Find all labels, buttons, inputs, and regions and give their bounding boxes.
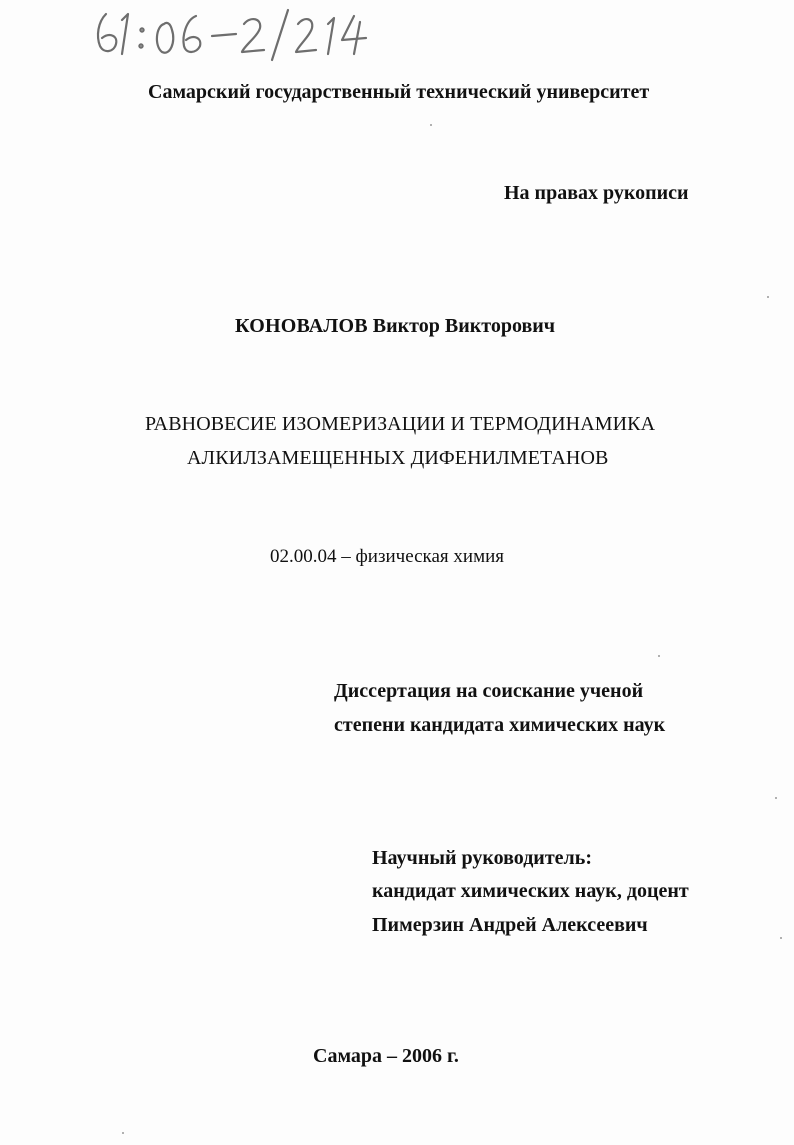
author-surname: КОНОВАЛОВ: [235, 315, 368, 337]
thesis-title-line-1: РАВНОВЕСИЕ ИЗОМЕРИЗАЦИИ И ТЕРМОДИНАМИКА: [145, 413, 656, 435]
dissertation-statement-line-1: Диссертация на соискание ученой: [334, 680, 644, 702]
specialty-code: 02.00.04 – физическая химия: [270, 546, 505, 567]
scan-speck: [767, 296, 769, 298]
advisor-label: Научный руководитель:: [372, 847, 592, 869]
city-and-year: Самара – 2006 г.: [313, 1045, 459, 1067]
scan-speck: [122, 1132, 124, 1134]
handwritten-number-drawing: [92, 2, 432, 62]
scan-speck: [780, 937, 782, 939]
author-given-names: Виктор Викторович: [372, 315, 556, 337]
author-name: [235, 314, 555, 338]
handwritten-archive-number: [92, 2, 432, 62]
scan-speck: [775, 797, 777, 799]
thesis-title-line-2: АЛКИЛЗАМЕЩЕННЫХ ДИФЕНИЛМЕТАНОВ: [187, 447, 609, 469]
scan-speck: [658, 655, 660, 657]
advisor-degree: кандидат химических наук, доцент: [372, 880, 689, 902]
university-name: Самарский государственный технический университет: [148, 81, 650, 103]
advisor-name: Пимерзин Андрей Алексеевич: [372, 914, 648, 936]
dissertation-statement-line-2: степени кандидата химических наук: [334, 714, 666, 736]
rights-notice: На правах рукописи: [504, 182, 689, 204]
scan-speck: [430, 124, 432, 126]
